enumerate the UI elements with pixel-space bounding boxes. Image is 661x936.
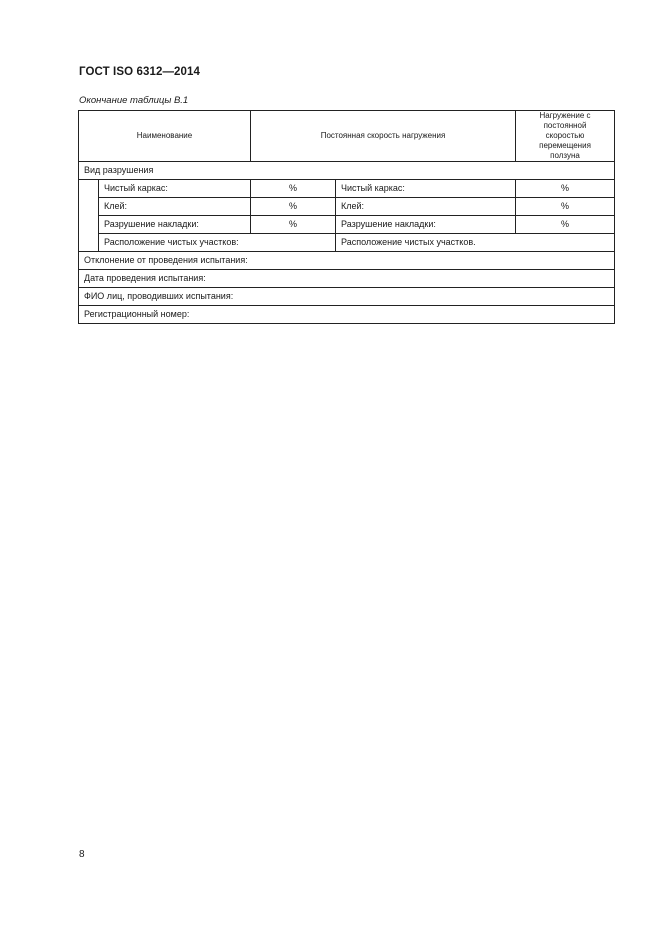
row-right-label: Чистый каркас:	[336, 180, 516, 198]
document-header: ГОСТ ISO 6312—2014	[79, 66, 201, 78]
table-header-row	[79, 111, 615, 162]
location-right: Расположение чистых участков.	[336, 234, 615, 252]
footer-registration: Регистрационный номер:	[79, 306, 615, 324]
footer-date: Дата проведения испытания:	[79, 270, 615, 288]
row-left-unit: %	[251, 198, 336, 216]
section-row	[79, 162, 615, 180]
table-row	[79, 270, 615, 288]
table-row	[79, 216, 615, 234]
table-row	[79, 180, 615, 198]
table-row	[79, 198, 615, 216]
location-left: Расположение чистых участков:	[99, 234, 336, 252]
table-row	[79, 252, 615, 270]
row-right-label: Разрушение накладки:	[336, 216, 516, 234]
row-right-unit: %	[516, 198, 615, 216]
table-row	[79, 288, 615, 306]
row-right-unit: %	[516, 180, 615, 198]
row-left-unit: %	[251, 180, 336, 198]
row-left-label: Чистый каркас:	[99, 180, 251, 198]
results-table	[78, 110, 615, 324]
table-row	[79, 306, 615, 324]
header-constant-loading: Постоянная скорость нагружения	[251, 111, 516, 162]
row-right-unit: %	[516, 216, 615, 234]
row-right-label: Клей:	[336, 198, 516, 216]
table-caption: Окончание таблицы В.1	[79, 95, 189, 106]
indent-cell	[79, 180, 99, 252]
table-row	[79, 234, 615, 252]
row-left-label: Разрушение накладки:	[99, 216, 251, 234]
header-constant-crosshead: Нагружение с постоянной скоростью перемещения ползуна	[516, 111, 615, 162]
row-left-label: Клей:	[99, 198, 251, 216]
page-number: 8	[79, 849, 85, 860]
footer-persons: ФИО лиц, проводивших испытания:	[79, 288, 615, 306]
header-name: Наименование	[79, 111, 251, 162]
row-left-unit: %	[251, 216, 336, 234]
footer-deviation: Отклонение от проведения испытания:	[79, 252, 615, 270]
section-title: Вид разрушения	[79, 162, 615, 180]
